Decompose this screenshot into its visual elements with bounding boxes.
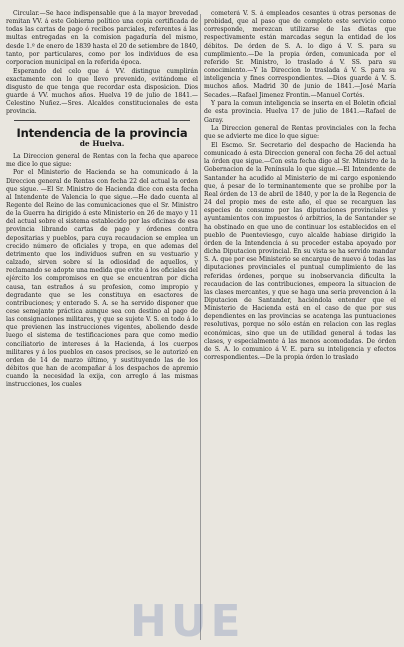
section-rule (14, 120, 190, 121)
section-subheading: de Huelva. (79, 138, 125, 148)
right-column (204, 10, 396, 640)
publication-note: Y para la comun inteligencia se inserta en el Boletin oficial de esta provincia. Huelva 17 de julio de 1841.—Rafael de Garay. (204, 100, 396, 124)
column-divider (200, 14, 201, 640)
provinciales-order: El Escmo. Sr. Secretario del despacho de Hacienda ha comunicado á esta Direccion general con fecha 26 del actual la órden que sigue.—Con esta fecha digo al Sr. Ministro de la Gobernacion de la Península lo que sigue.—El Intendente de Santander ha acudido al Ministerio de mi cargo esponiendo que, á pesar de lo terminantemente que se prohibe por la Real órden de 13 de abril de 1840, y por la de la Regencia de 24 del propio mes de este año, el que se recarguen las especies de consumo por las diputaciones provinciales y ayuntamientos con impuestos ó arbitrios, la de Santander se ha obstinado en que uno de continuar los establecidos en el pueblo de Puenteviesgo, cuyo alcalde habiase dirigido la órden de la Intendencia á su proceder estaba apoyado por dicha Diputacion provincial. En su vista se ha servido mandar S. A. que por ese Ministerio se encargue de nuevo á todas las diputaciones provinciales el puntual cumplimiento de las referidas órdenes, porque su inobservancia dificulta la recaudacion de las contribuciones, empeora la situacion de las clases mercantes, y que se haga una seria prevencion á la Diputacion de Santander, haciéndola entender que el Ministerio de Hacienda está en el caso de que por sus dependientes en las provincias se acatenga las puntuaciones resolutivas, porque no sólo están en relacion con las reglas económicas, sino que un de utilidad general á todas las clases, y especialmente á las menos acomodadas. De órden de S. A. lo comunico á V. E. para su inteligencia y efectos correspondientes.—De la propia órden lo traslado (204, 142, 396, 362)
order-continuation: cometerá V. S. á empleados cesantes ú otras personas de probidad, que al paso que de completo este servicio como corresponde, merezcan utilizarse de las dietas que respectivamente están marcadas segun la entidad de los débitos. De órden de S. A. lo digo á V. S. para su cumplimiento.—De la propia órden, comunicada por el referido Sr. Ministro, lo traslado á V. SS. para su conocimiento.—Y la Direccion lo traslada á V. S. para su inteligencia y fines correspondientes. —Dios guarde á V. S. muchos años. Madrid 30 de junio de 1841.—José María Secades.—Rafael Jimenez Frontin.—Manuel Cortés. (204, 10, 396, 99)
rentas-order: Por el Ministerio de Hacienda se ha comunicado á la Direccion general de Rentas con fecha 22 del actual la orden que sigue. —El Sr. Ministro de Hacienda dice con esta fecha al Intendente de Valencia lo que sigue.—He dado cuenta al Regente del Reino de las comunicaciones que el Sr. Ministro de la Guerra ha dirigido á este Ministerio en 26 de mayo y 11 del actual sobre el sistema establecido por las oficinas de esa provincia librando cartas de pago y órdenes contra depositarias y pueblos, para cuya recaudacion se emplea un crecido número de oficiales y tropa, en que ademas del detrimento que los individuos sufren en su vestuario y calzado, sirven sobre sí la odiosidad de aquellos, y reclamando se adopte una medida que evite á los oficiales del ejército los compromisos en que se encuentran por dicha causa, tan estraños á su profesion, como impropio y degradante que se les constituya en esactores de contribuciones; y enterado S. A. se ha servido disponer que cese semejante práctica aunque sea con destino al pago de las consignaciones militares, y que se sujete V. S. en todo á lo que previenen las instrucciones vigentes, aboliendo desde luego el sistema de testificaciones para que como medio conciliatorio de intereses á la Hacienda, á los cuerpos militares y á los pueblos en casos precisos, se le autorizó en orden de 14 de marzo último, y sustituyendo las de los débitos que han de acompañar á los despachos de apremio cuando la necesidad la exija, con arreglo á las mismas instrucciones, los cuales (6, 169, 198, 389)
section-heading: Intendencia de la provincia (16, 125, 188, 140)
circular-closing: Esperando del celo que á VV. distingue cumplirán exactamente con lo que llevo prevenido, evitándome el disgusto de que tenga que recordar esta disposicion. Dios guarde á VV. muchos años. Huelva 19 de julio de 1841.—Celestino Nuñez.—Sres. Alcaldes constitucionales de esta provincia. (6, 67, 198, 116)
provinciales-intro: La Direccion general de Rentas provinciales con la fecha que se advierte me dice lo que sigue: (204, 125, 396, 141)
rentas-intro: La Direccion general de Rentas con la fecha que aparece me dice lo que sigue: (6, 152, 198, 168)
library-watermark: HUE (130, 596, 245, 647)
left-column (6, 10, 198, 640)
circular-paragraph: Circular.—Se hace indispensable que á la mayor brevedad remitan VV. á este Gobierno político una copia certificada de todas las cartas de pago ó recibos parciales, referentes á las multas entregadas en la comision pagaduría del mismo, desde 1.º de enero de 1839 hasta el 20 de setiembre de 1840, tanto, por particulares, como por los individuos de esa corporacion municipal en la referida época. (6, 10, 198, 66)
